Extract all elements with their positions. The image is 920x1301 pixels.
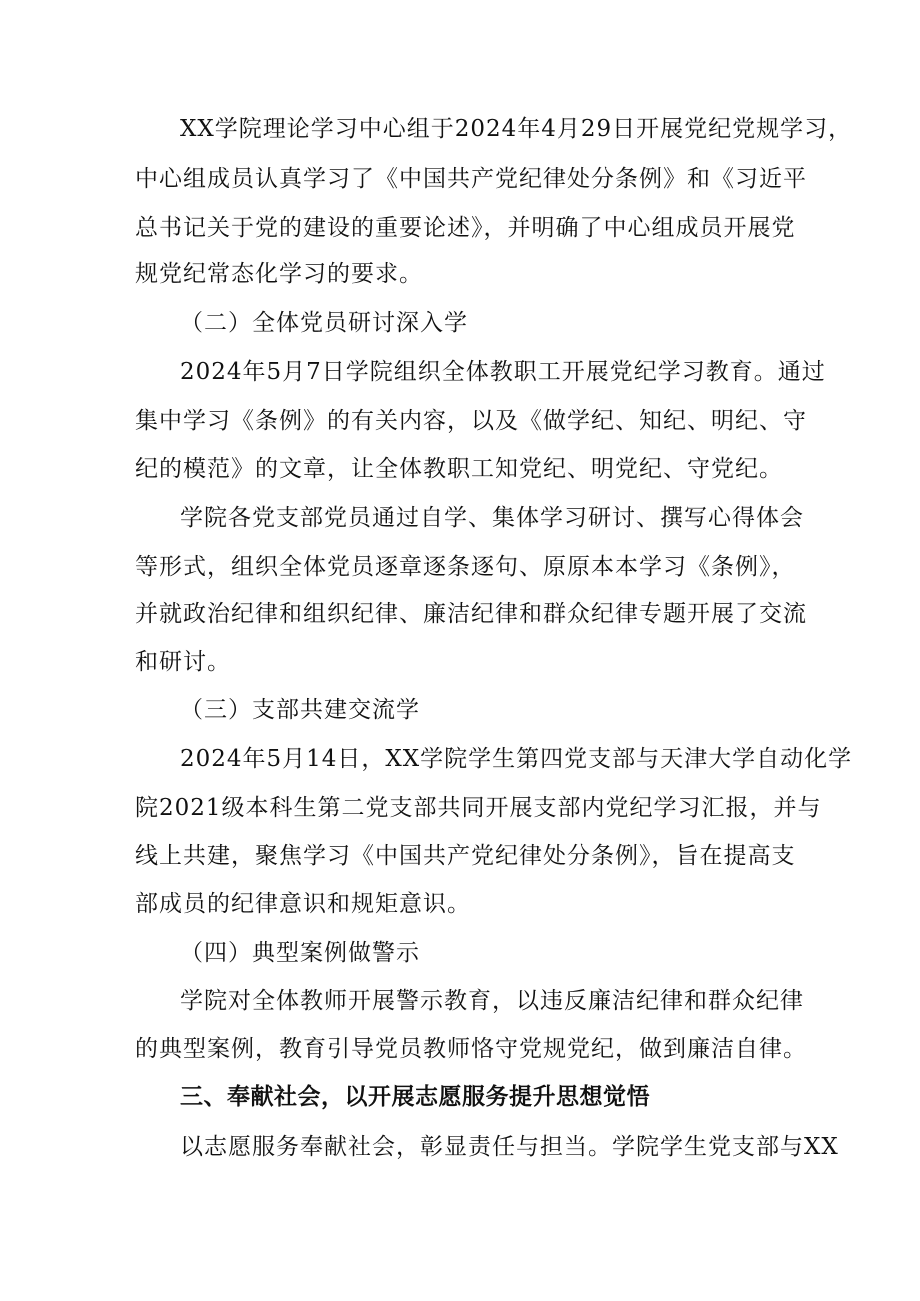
subheading-2: （二）全体党员研讨深入学 bbox=[180, 310, 468, 336]
paragraph-line: 总书记关于党的建设的重要论述》，并明确了中心组成员开展党 bbox=[135, 215, 796, 241]
paragraph-line: 等形式，组织全体党员逐章逐条逐句、原原本本学习《条例》， bbox=[135, 554, 796, 580]
paragraph-line: XX学院理论学习中心组于2024年4月29日开展党纪党规学习， bbox=[180, 116, 853, 142]
paragraph-line: 以志愿服务奉献社会，彰显责任与担当。学院学生党支部与XX bbox=[180, 1134, 839, 1160]
paragraph-line: 线上共建，聚焦学习《中国共产党纪律处分条例》，旨在提高支 bbox=[135, 843, 796, 869]
paragraph-line: 规党纪常态化学习的要求。 bbox=[135, 261, 423, 287]
paragraph-line: 纪的模范》的文章，让全体教职工知党纪、明党纪、守党纪。 bbox=[135, 456, 783, 482]
paragraph-line: 的典型案例，教育引导党员教师恪守党规党纪，做到廉洁自律。 bbox=[135, 1036, 807, 1062]
subheading-4: （四）典型案例做警示 bbox=[180, 940, 420, 966]
paragraph-line: 院2021级本科生第二党支部共同开展支部内党纪学习汇报，并与 bbox=[135, 795, 822, 821]
paragraph-line: 2024年5月7日学院组织全体教职工开展党纪学习教育。通过 bbox=[180, 359, 826, 385]
paragraph-line: 并就政治纪律和组织纪律、廉洁纪律和群众纪律专题开展了交流 bbox=[135, 601, 807, 627]
paragraph-line: 和研讨。 bbox=[135, 649, 231, 675]
paragraph-line: 中心组成员认真学习了《中国共产党纪律处分条例》和《习近平 bbox=[135, 166, 807, 192]
paragraph-line: 学院各党支部党员通过自学、集体学习研讨、撰写心得体会 bbox=[180, 505, 804, 531]
subheading-3: （三）支部共建交流学 bbox=[180, 697, 420, 723]
paragraph-line: 学院对全体教师开展警示教育，以违反廉洁纪律和群众纪律 bbox=[180, 988, 804, 1014]
paragraph-line: 集中学习《条例》的有关内容，以及《做学纪、知纪、明纪、守 bbox=[135, 408, 807, 434]
paragraph-line: 2024年5月14日，XX学院学生第四党支部与天津大学自动化学 bbox=[180, 746, 853, 772]
section-heading: 三、奉献社会，以开展志愿服务提升思想觉悟 bbox=[180, 1084, 650, 1110]
paragraph-line: 部成员的纪律意识和规矩意识。 bbox=[135, 891, 471, 917]
